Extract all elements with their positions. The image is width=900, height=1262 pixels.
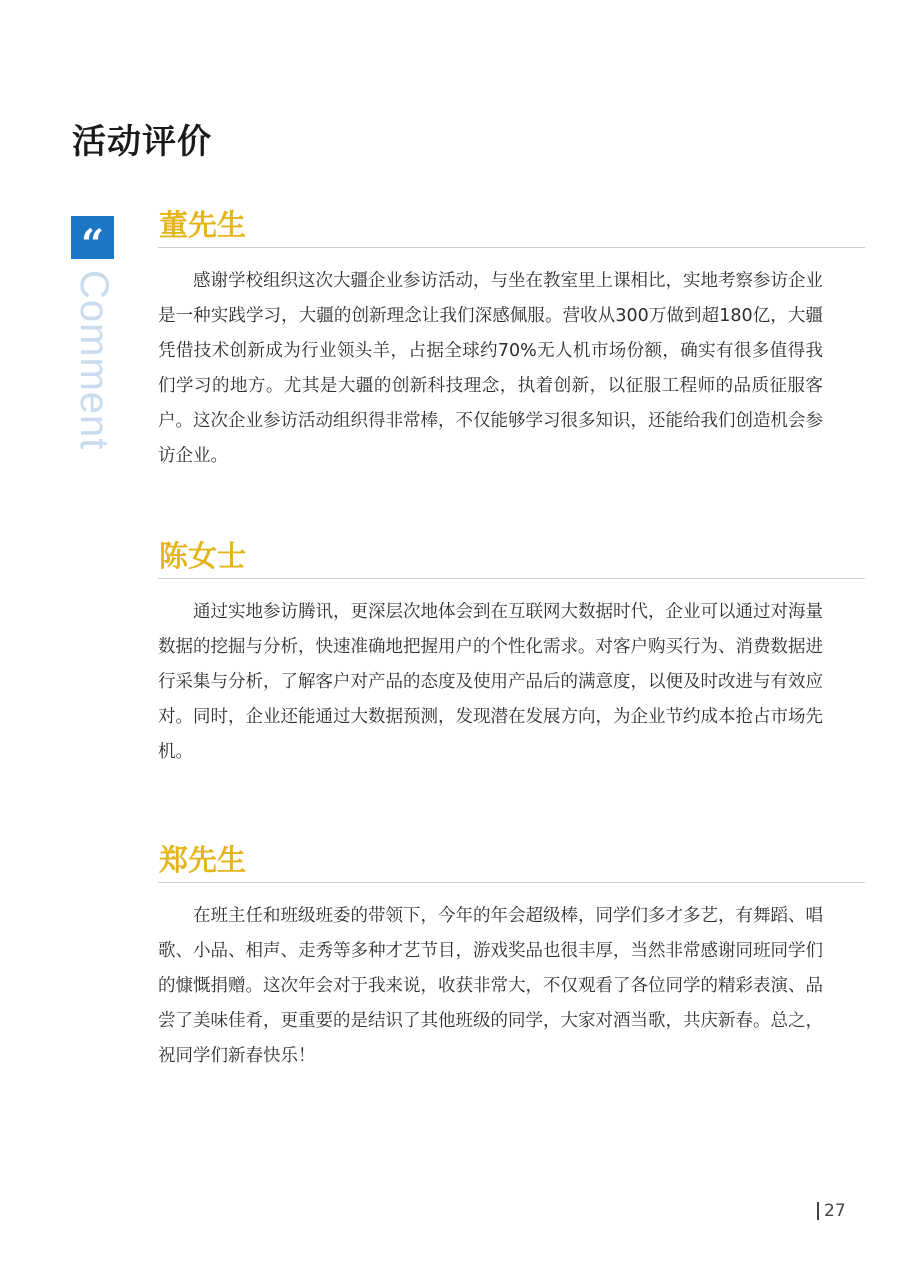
review-section xyxy=(158,840,865,1074)
review-text: 感谢学校组织这次大疆企业参访活动，与坐在教室里上课相比，实地考察参访企业是一种实践学习，大疆的创新理念让我们深感佩服。营收从300万做到超180亿，大疆凭借技术创新成为行业领头羊，占据全球约70%无人机市场份额，确实有很多值得我们学习的地方。尤其是大疆的创新科技理念，执着创新，以征服工程师的品质征服客户。这次企业参访活动组织得非常棒，不仅能够学习很多知识，还能给我们创造机会参访企业。 xyxy=(158,271,823,466)
reviewer-name: 陈女士 xyxy=(159,539,247,573)
page-number-value: 27 xyxy=(824,1201,846,1221)
section-divider xyxy=(158,247,865,248)
side-label-comment: Comment xyxy=(72,270,116,451)
section-divider xyxy=(158,578,865,579)
review-text: 在班主任和班级班委的带领下，今年的年会超级棒，同学们多才多艺，有舞蹈、唱歌、小品、相声、走秀等多种才艺节目，游戏奖品也很丰厚，当然非常感谢同班同学们的慷慨捐赠。这次年会对于我来说，收获非常大，不仅观看了各位同学的精彩表演、品尝了美味佳肴，更重要的是结识了其他班级的同学，大家对酒当歌，共庆新春。总之，祝同学们新春快乐！ xyxy=(158,906,823,1066)
page-title: 活动评价 xyxy=(72,122,212,162)
review-section xyxy=(158,536,865,770)
quote-mark: “ xyxy=(80,220,104,268)
reviewer-name: 郑先生 xyxy=(159,843,247,877)
review-text: 通过实地参访腾讯，更深层次地体会到在互联网大数据时代，企业可以通过对海量数据的挖掘与分析，快速准确地把握用户的个性化需求。对客户购买行为、消费数据进行采集与分析，了解客户对产品的态度及使用产品后的满意度，以便及时改进与有效应对。同时，企业还能通过大数据预测，发现潜在发展方向，为企业节约成本抢占市场先机。 xyxy=(158,602,823,762)
page-number xyxy=(817,1200,846,1222)
quote-icon xyxy=(71,216,114,268)
reviewer-name: 董先生 xyxy=(159,208,247,242)
review-section xyxy=(158,205,865,474)
page-number-bar xyxy=(817,1202,819,1220)
section-divider xyxy=(158,882,865,883)
